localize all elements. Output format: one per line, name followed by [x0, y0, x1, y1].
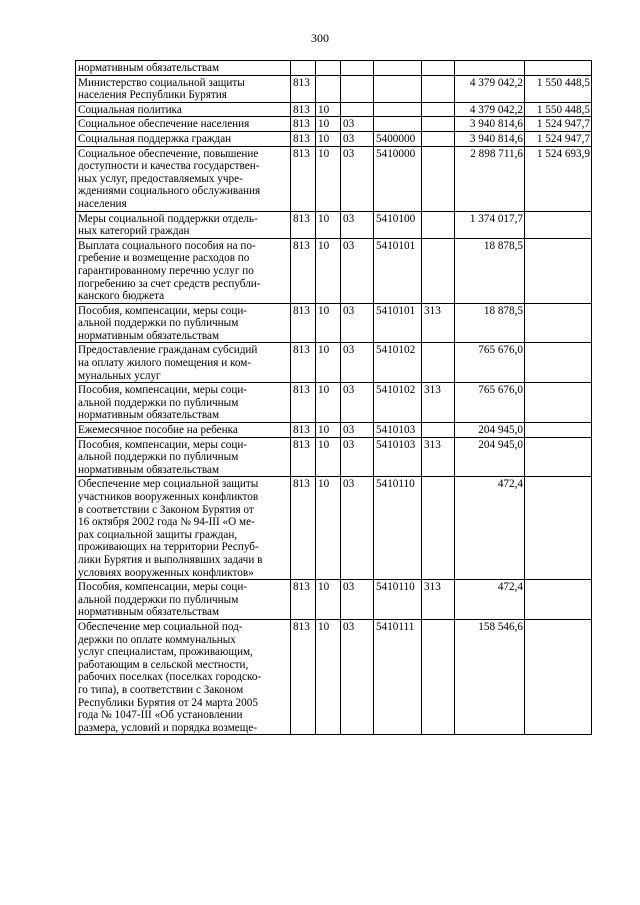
table-row — [76, 343, 592, 383]
row-subsection-code-cell: 03 — [341, 211, 374, 238]
row-ministry-code-cell — [291, 61, 316, 76]
row-amount-2-cell — [525, 303, 592, 343]
row-section-code-cell: 10 — [316, 238, 341, 303]
row-target-article-cell: 5410103 — [374, 437, 422, 477]
row-target-article-cell: 5410101 — [374, 303, 422, 343]
row-amount-2-cell: 1 550 448,5 — [525, 102, 592, 117]
row-subsection-code-cell — [341, 102, 374, 117]
row-amount-1-cell: 765 676,0 — [455, 343, 525, 383]
row-ministry-code-cell: 813 — [291, 303, 316, 343]
row-section-code-cell: 10 — [316, 619, 341, 734]
row-subsection-code-cell: 03 — [341, 343, 374, 383]
row-amount-1-cell: 204 945,0 — [455, 437, 525, 477]
table-row — [76, 102, 592, 117]
row-subsection-code-cell: 03 — [341, 383, 374, 423]
row-subsection-code-cell — [341, 61, 374, 76]
row-subsection-code-cell: 03 — [341, 423, 374, 438]
row-target-article-cell — [374, 117, 422, 132]
row-subsection-code-cell: 03 — [341, 580, 374, 620]
row-expense-type-cell — [422, 102, 455, 117]
row-target-article-cell — [374, 61, 422, 76]
table-row — [76, 75, 592, 102]
row-amount-2-cell — [525, 61, 592, 76]
row-ministry-code-cell: 813 — [291, 437, 316, 477]
row-expense-type-cell — [422, 477, 455, 580]
row-expense-type-cell — [422, 146, 455, 211]
row-amount-2-cell: 1 524 947,7 — [525, 131, 592, 146]
row-section-code-cell: 10 — [316, 131, 341, 146]
row-amount-1-cell: 18 878,5 — [455, 303, 525, 343]
row-ministry-code-cell: 813 — [291, 238, 316, 303]
row-ministry-code-cell: 813 — [291, 619, 316, 734]
row-section-code-cell — [316, 61, 341, 76]
table-row — [76, 437, 592, 477]
table-row — [76, 383, 592, 423]
row-ministry-code-cell: 813 — [291, 102, 316, 117]
table-row — [76, 619, 592, 734]
row-name-cell: Обеспечение мер социальной под- держки по оплате коммунальных услуг специалистам, проживающим, работающим в сельской местности, рабочих поселках (поселках городско- го типа), в соответствии с Законом Республики Бурятия от 24 марта 2005 года № 1047-III «Об установлении размера, условий и порядка возмеще- — [76, 619, 291, 734]
row-subsection-code-cell: 03 — [341, 146, 374, 211]
table-row — [76, 131, 592, 146]
row-name-cell: Обеспечение мер социальной защиты участников вооруженных конфликтов в соответствии с Законом Бурятия от 16 октября 2002 года № 94-III «О ме- рах социальной защиты граждан, проживающих на территории Респуб- лики Бурятия и выполнявших задачи в условиях вооруженных конфликтов» — [76, 477, 291, 580]
row-ministry-code-cell: 813 — [291, 117, 316, 132]
row-target-article-cell: 5410103 — [374, 423, 422, 438]
row-amount-2-cell: 1 524 693,9 — [525, 146, 592, 211]
row-section-code-cell: 10 — [316, 102, 341, 117]
row-ministry-code-cell: 813 — [291, 211, 316, 238]
row-subsection-code-cell: 03 — [341, 437, 374, 477]
row-target-article-cell: 5410100 — [374, 211, 422, 238]
row-amount-1-cell: 158 546,6 — [455, 619, 525, 734]
row-target-article-cell: 5410101 — [374, 238, 422, 303]
row-name-cell: Ежемесячное пособие на ребенка — [76, 423, 291, 438]
row-subsection-code-cell: 03 — [341, 619, 374, 734]
row-ministry-code-cell: 813 — [291, 146, 316, 211]
row-subsection-code-cell: 03 — [341, 238, 374, 303]
row-target-article-cell: 5410110 — [374, 477, 422, 580]
row-ministry-code-cell: 813 — [291, 75, 316, 102]
row-ministry-code-cell: 813 — [291, 477, 316, 580]
table-row — [76, 303, 592, 343]
row-section-code-cell: 10 — [316, 423, 341, 438]
row-expense-type-cell — [422, 75, 455, 102]
row-target-article-cell: 5410102 — [374, 343, 422, 383]
row-expense-type-cell: 313 — [422, 383, 455, 423]
table-row — [76, 61, 592, 76]
row-section-code-cell: 10 — [316, 383, 341, 423]
table-row — [76, 238, 592, 303]
row-name-cell: Социальное обеспечение, повышение доступности и качества государствен- ных услуг, предоставляемых учре- ждениями социального обслуживания населения — [76, 146, 291, 211]
table-row — [76, 477, 592, 580]
row-section-code-cell: 10 — [316, 477, 341, 580]
page-number: 300 — [311, 31, 329, 45]
row-section-code-cell: 10 — [316, 437, 341, 477]
row-name-cell: Пособия, компенсации, меры соци- альной поддержки по публичным нормативным обязательствам — [76, 437, 291, 477]
row-target-article-cell — [374, 75, 422, 102]
row-amount-1-cell: 4 379 042,2 — [455, 75, 525, 102]
budget-table-body — [76, 61, 592, 735]
row-amount-1-cell: 18 878,5 — [455, 238, 525, 303]
row-amount-1-cell: 204 945,0 — [455, 423, 525, 438]
row-name-cell: Пособия, компенсации, меры соци- альной поддержки по публичным нормативным обязательствам — [76, 383, 291, 423]
row-expense-type-cell — [422, 423, 455, 438]
row-name-cell: Министерство социальной защиты населения Республики Бурятия — [76, 75, 291, 102]
row-amount-2-cell — [525, 211, 592, 238]
row-section-code-cell: 10 — [316, 303, 341, 343]
row-amount-2-cell — [525, 238, 592, 303]
row-amount-1-cell — [455, 61, 525, 76]
row-name-cell: Пособия, компенсации, меры соци- альной поддержки по публичным нормативным обязательствам — [76, 580, 291, 620]
row-ministry-code-cell: 813 — [291, 423, 316, 438]
row-subsection-code-cell — [341, 75, 374, 102]
table-row — [76, 580, 592, 620]
row-expense-type-cell: 313 — [422, 303, 455, 343]
row-amount-2-cell: 1 550 448,5 — [525, 75, 592, 102]
row-subsection-code-cell: 03 — [341, 303, 374, 343]
row-section-code-cell: 10 — [316, 146, 341, 211]
row-expense-type-cell: 313 — [422, 580, 455, 620]
row-section-code-cell: 10 — [316, 211, 341, 238]
table-row — [76, 211, 592, 238]
row-name-cell: Социальная поддержка граждан — [76, 131, 291, 146]
row-subsection-code-cell: 03 — [341, 117, 374, 132]
row-section-code-cell: 10 — [316, 343, 341, 383]
row-amount-1-cell: 472,4 — [455, 580, 525, 620]
row-expense-type-cell — [422, 343, 455, 383]
row-expense-type-cell: 313 — [422, 437, 455, 477]
row-amount-1-cell: 3 940 814,6 — [455, 131, 525, 146]
row-ministry-code-cell: 813 — [291, 343, 316, 383]
table-row — [76, 423, 592, 438]
row-name-cell: Меры социальной поддержки отдель- ных категорий граждан — [76, 211, 291, 238]
row-name-cell: Предоставление гражданам субсидий на оплату жилого помещения и ком- мунальных услуг — [76, 343, 291, 383]
row-amount-1-cell: 3 940 814,6 — [455, 117, 525, 132]
row-amount-2-cell: 1 524 947,7 — [525, 117, 592, 132]
row-section-code-cell: 10 — [316, 117, 341, 132]
row-subsection-code-cell: 03 — [341, 477, 374, 580]
row-amount-1-cell: 4 379 042,2 — [455, 102, 525, 117]
row-target-article-cell: 5410111 — [374, 619, 422, 734]
row-target-article-cell: 5410110 — [374, 580, 422, 620]
row-amount-1-cell: 1 374 017,7 — [455, 211, 525, 238]
row-target-article-cell — [374, 102, 422, 117]
row-expense-type-cell — [422, 131, 455, 146]
row-amount-2-cell — [525, 423, 592, 438]
row-amount-2-cell — [525, 343, 592, 383]
row-amount-1-cell: 472,4 — [455, 477, 525, 580]
row-amount-2-cell — [525, 580, 592, 620]
row-target-article-cell: 5400000 — [374, 131, 422, 146]
row-subsection-code-cell: 03 — [341, 131, 374, 146]
row-expense-type-cell — [422, 619, 455, 734]
budget-table — [75, 60, 592, 735]
row-name-cell: Социальное обеспечение населения — [76, 117, 291, 132]
row-amount-1-cell: 765 676,0 — [455, 383, 525, 423]
row-section-code-cell: 10 — [316, 580, 341, 620]
table-row — [76, 117, 592, 132]
row-section-code-cell — [316, 75, 341, 102]
row-ministry-code-cell: 813 — [291, 131, 316, 146]
row-amount-2-cell — [525, 477, 592, 580]
row-ministry-code-cell: 813 — [291, 383, 316, 423]
row-ministry-code-cell: 813 — [291, 580, 316, 620]
row-expense-type-cell — [422, 211, 455, 238]
row-amount-2-cell — [525, 437, 592, 477]
row-amount-1-cell: 2 898 711,6 — [455, 146, 525, 211]
row-name-cell: Социальная политика — [76, 102, 291, 117]
row-amount-2-cell — [525, 619, 592, 734]
table-row — [76, 146, 592, 211]
row-name-cell: Пособия, компенсации, меры соци- альной поддержки по публичным нормативным обязательствам — [76, 303, 291, 343]
row-target-article-cell: 5410000 — [374, 146, 422, 211]
row-name-cell: Выплата социального пособия на по- гребение и возмещение расходов по гарантированному перечню услуг по погребению за счет средств республи- канского бюджета — [76, 238, 291, 303]
row-amount-2-cell — [525, 383, 592, 423]
row-expense-type-cell — [422, 117, 455, 132]
row-target-article-cell: 5410102 — [374, 383, 422, 423]
row-expense-type-cell — [422, 238, 455, 303]
row-expense-type-cell — [422, 61, 455, 76]
row-name-cell: нормативным обязательствам — [76, 61, 291, 76]
